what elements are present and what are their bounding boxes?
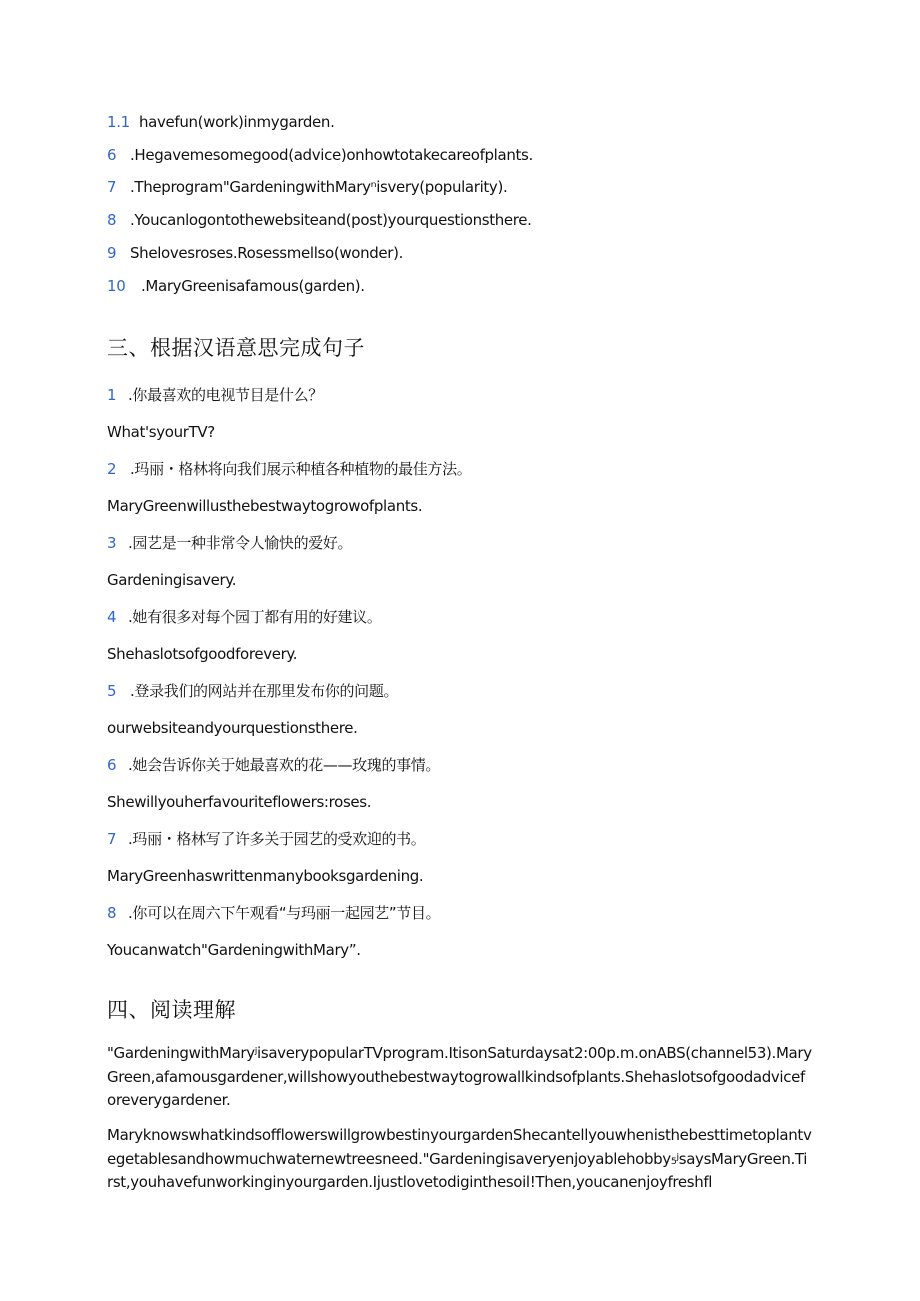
answer-en: ourwebsiteandyourquestionsthere. (107, 719, 358, 737)
answer-en: Shewillyouherfavouriteflowers:roses. (107, 793, 372, 811)
item-number: 4 (107, 608, 117, 626)
item-text-cn: .她有很多对每个园丁都有用的好建议。 (128, 608, 382, 626)
item-number: 8 (107, 211, 117, 229)
item-text: .Hegavemesomegood(advice)onhowtotakecareofplants. (130, 146, 533, 164)
reading-paragraph: MaryknowswhatkindsofflowerswillgrowbestinyourgardenShecantellyouwhenisthebesttimetoplantvegetablesandhowmuchwaternewtreesneed."Gardeningisaveryenjoyablehobby₅ʲsaysMaryGreen.Tirst,youhavefunworkinginyourgarden.Ijustlovetodiginthesoil!Then,youcanenjoyfreshfl (107, 1126, 812, 1191)
answer-en: MaryGreenwillusthebestwaytogrowofplants. (107, 497, 423, 515)
exercise-item (107, 276, 365, 296)
answer-en: Youcanwatch"GardeningwithMary”. (107, 941, 361, 959)
question-cn (107, 385, 323, 405)
item-number: 6 (107, 146, 117, 164)
section-heading: 三、根据汉语意思完成句子 (107, 336, 365, 360)
exercise-item (107, 112, 335, 132)
item-text-cn: .玛丽・格林将向我们展示种植各种植物的最佳方法。 (130, 460, 472, 478)
item-text: .MaryGreenisafamous(garden). (141, 277, 365, 295)
question-cn (107, 681, 398, 701)
answer-en: Gardeningisavery. (107, 571, 237, 589)
item-number: 10 (107, 277, 126, 295)
question-cn (107, 755, 440, 775)
section-heading: 四、阅读理解 (107, 998, 236, 1022)
question-cn (107, 607, 381, 627)
item-number: 7 (107, 830, 117, 848)
item-number: 1.1 (107, 113, 130, 131)
answer-en: What'syourTV? (107, 423, 215, 441)
item-text: .Theprogram"GardeningwithMaryⁿisvery(popularity). (130, 178, 508, 196)
reading-paragraph: "GardeningwithMaryʲisaverypopularTVprogram.ItisonSaturdaysat2:00p.m.onABS(channel53).MaryGreen,afamousgardener,willshowyouthebestwaytogrowallkindsofplants.Shehaslotsofgoodadviceforeverygardener. (107, 1044, 812, 1109)
item-number: 7 (107, 178, 117, 196)
item-number: 5 (107, 682, 117, 700)
exercise-item (107, 145, 533, 165)
item-text: Shelovesroses.Rosessmellso(wonder). (130, 244, 404, 262)
item-text-cn: .你可以在周六下午观看“与玛丽一起园艺”节目。 (128, 904, 441, 922)
item-text-cn: .登录我们的网站并在那里发布你的问题。 (130, 682, 399, 700)
item-number: 1 (107, 386, 117, 404)
exercise-item (107, 177, 507, 197)
question-cn (107, 459, 471, 479)
question-cn (107, 533, 352, 553)
item-text: havefun(work)inmygarden. (139, 113, 335, 131)
item-text: .Youcanlogontothewebsiteand(post)yourquestionsthere. (130, 211, 532, 229)
item-text-cn: .园艺是一种非常令人愉快的爱好。 (128, 534, 353, 552)
answer-en: Shehaslotsofgoodforevery. (107, 645, 298, 663)
item-number: 2 (107, 460, 117, 478)
exercise-item (107, 210, 532, 230)
question-cn (107, 829, 425, 849)
item-number: 9 (107, 244, 117, 262)
item-text-cn: .你最喜欢的电视节目是什么？ (128, 386, 323, 404)
item-text-cn: .她会告诉你关于她最喜欢的花——玫瑰的事情。 (128, 756, 441, 774)
exercise-item (107, 243, 403, 263)
item-number: 6 (107, 756, 117, 774)
item-number: 3 (107, 534, 117, 552)
item-number: 8 (107, 904, 117, 922)
item-text-cn: .玛丽・格林写了许多关于园艺的受欢迎的书。 (128, 830, 426, 848)
question-cn (107, 903, 440, 923)
answer-en: MaryGreenhaswrittenmanybooksgardening. (107, 867, 424, 885)
